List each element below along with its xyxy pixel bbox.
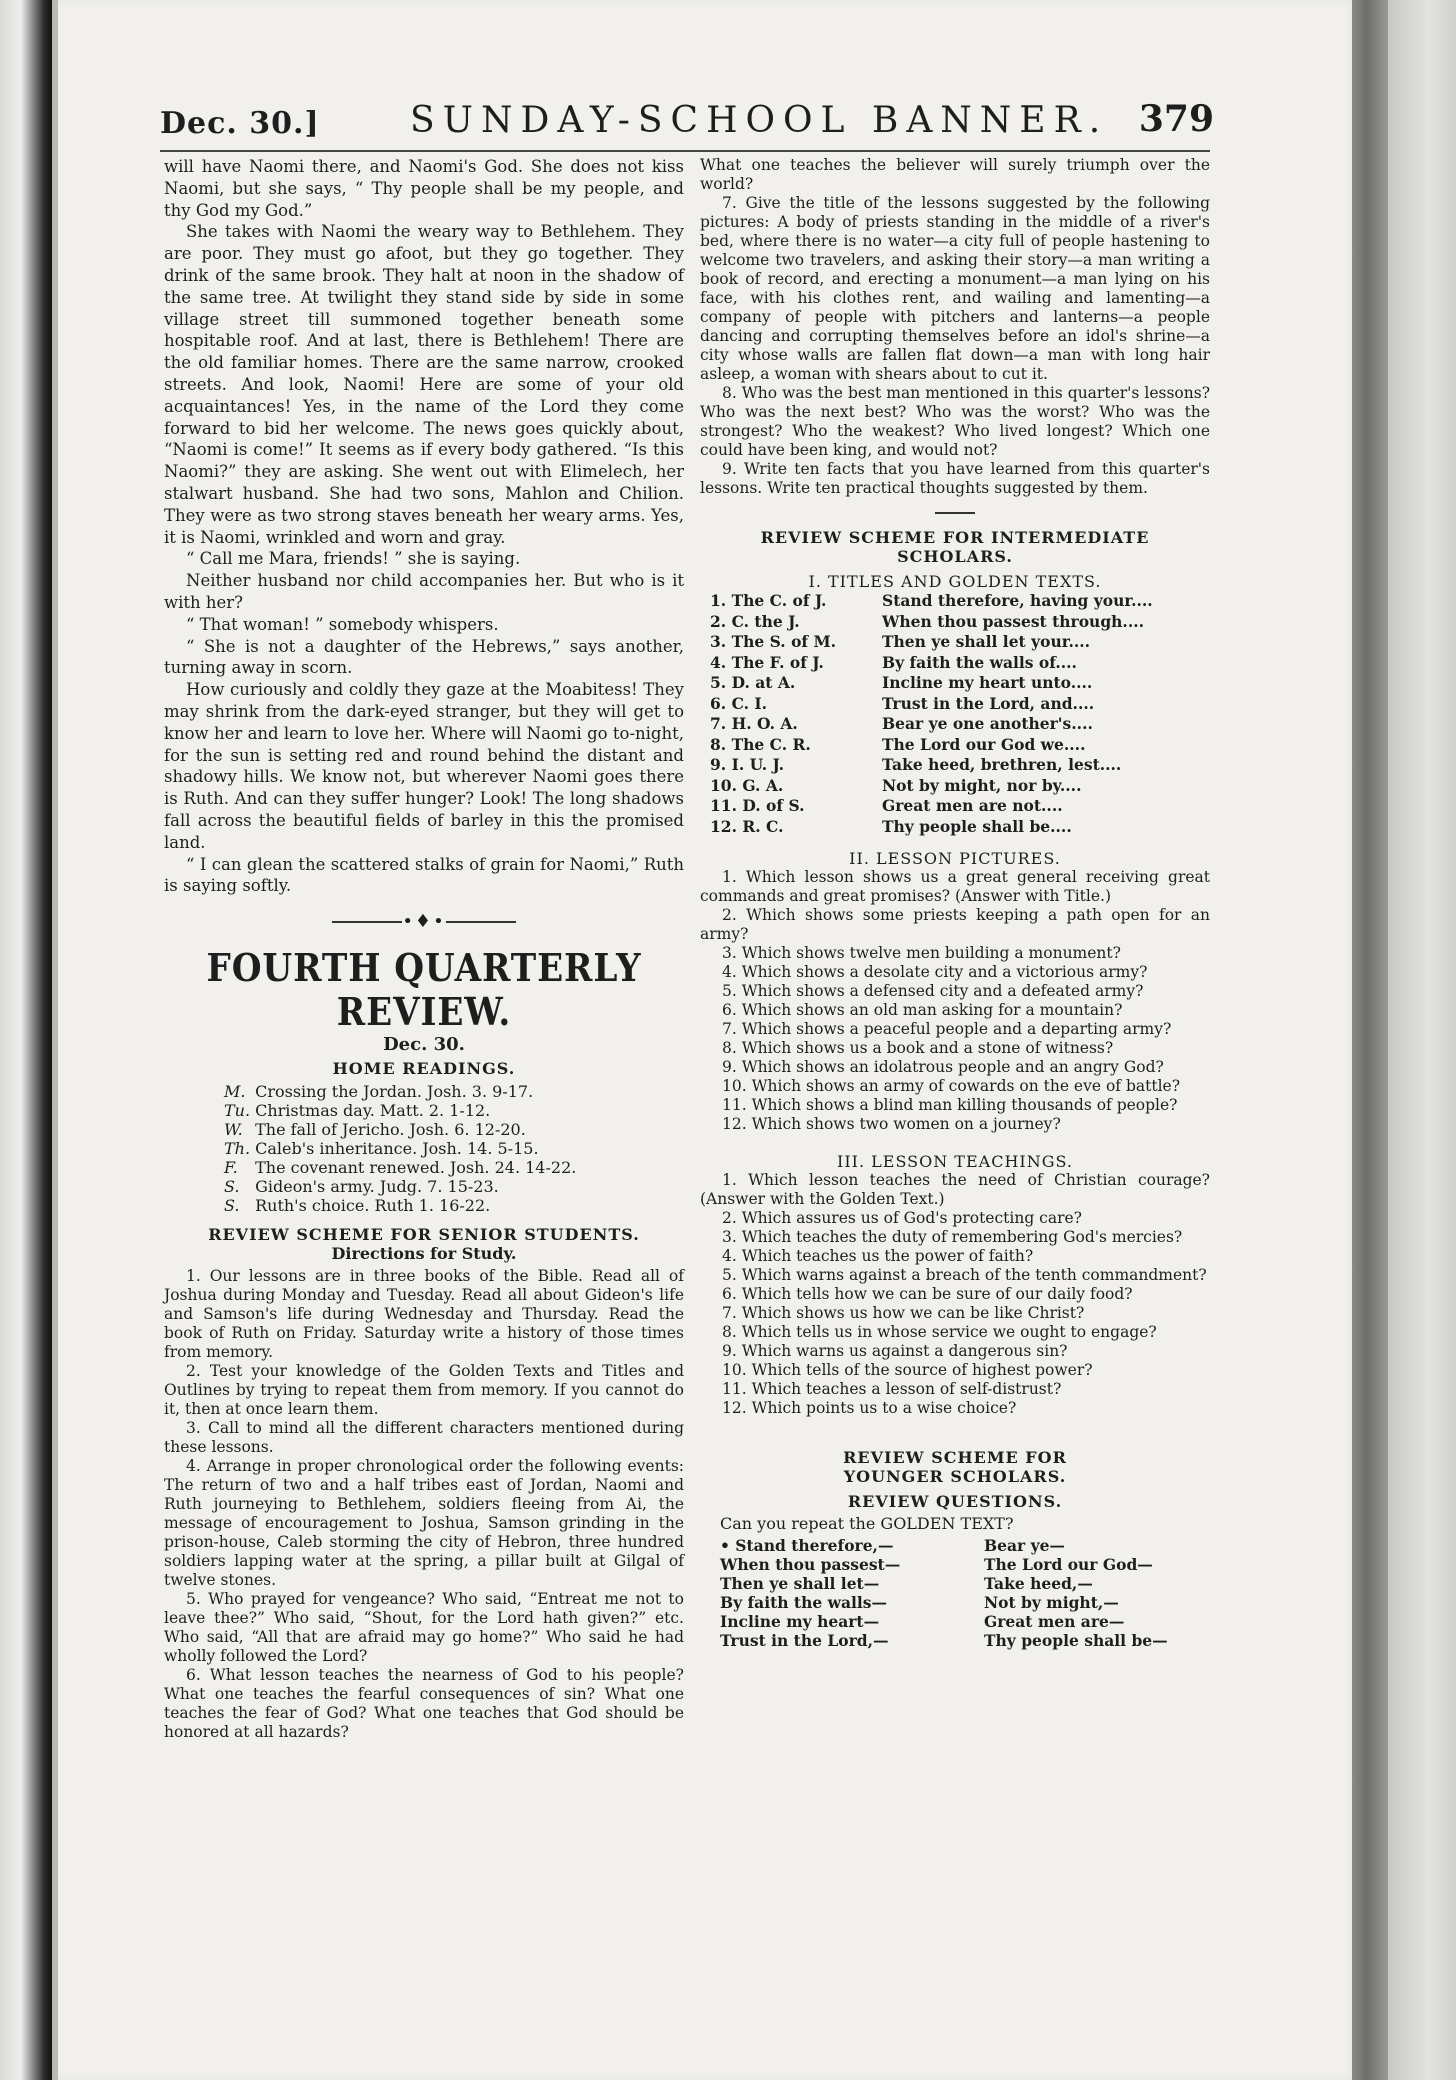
- table-row: Trust in the Lord,— Thy people shall be—: [720, 1631, 1168, 1650]
- left-column: [164, 156, 684, 1742]
- list-item: 8. Who was the best man mentioned in this quarter's lessons? Who was the next best? Who was the worst? Who was the strongest? Who the weakest? Who lived longest? Which one could have been king, and would not?: [700, 384, 1210, 459]
- list-item: 11. Which shows a blind man killing thousands of people?: [722, 1096, 1178, 1114]
- list-item: S. Ruth's choice. Ruth 1. 16-22.: [224, 1196, 491, 1216]
- titles-heading: I. TITLES AND GOLDEN TEXTS.: [808, 572, 1102, 591]
- list-item: 5. Who prayed for vengeance? Who said, “Entreat me not to leave thee?” Who said, “Shout, for the Lord hath given?” etc. Who said, “All that are afraid may go home?” Who said he had wholly followed the Lord?: [164, 1590, 684, 1666]
- table-row: 3. The S. of M. Then ye shall let your....: [710, 632, 1091, 651]
- list-item: 2. Which assures us of God's protecting care?: [722, 1209, 1082, 1227]
- list-item: 10. Which tells of the source of highest power?: [722, 1361, 1093, 1379]
- story-paragraph: will have Naomi there, and Naomi's God. She does not kiss Naomi, but she says, “ Thy people shall be my people, and thy God my God.”: [164, 157, 684, 220]
- story-paragraph: Neither husband nor child accompanies her. But who is it with her?: [164, 571, 684, 612]
- list-item: Th. Caleb's inheritance. Josh. 14. 5-15.: [224, 1139, 539, 1159]
- table-row: Then ye shall let— Take heed,—: [720, 1574, 1093, 1593]
- right-column: [700, 156, 1210, 1650]
- list-item: 3. Which shows twelve men building a monument?: [722, 944, 1121, 962]
- list-item: 9. Write ten facts that you have learned from this quarter's lessons. Write ten practical thoughts suggested by them.: [700, 460, 1210, 497]
- list-item: M. Crossing the Jordan. Josh. 3. 9-17.: [224, 1082, 534, 1102]
- senior-scheme-title: REVIEW SCHEME FOR SENIOR STUDENTS.: [208, 1225, 640, 1245]
- list-item: 9. Which shows an idolatrous people and an angry God?: [722, 1058, 1164, 1076]
- list-item: 7. Which shows us how we can be like Christ?: [722, 1304, 1085, 1322]
- list-item: 11. Which teaches a lesson of self-distrust?: [722, 1380, 1062, 1398]
- list-item: S. Gideon's army. Judg. 7. 15-23.: [224, 1177, 499, 1197]
- pictures-heading: II. LESSON PICTURES.: [849, 849, 1061, 868]
- header-title: SUNDAY-SCHOOL BANNER.: [410, 100, 1109, 141]
- teachings-heading: III. LESSON TEACHINGS.: [837, 1152, 1073, 1171]
- list-item: 10. Which shows an army of cowards on the eve of battle?: [722, 1077, 1181, 1095]
- header-rule: [160, 150, 1210, 152]
- teachings-list: [700, 1171, 1210, 1418]
- table-row: 2. C. the J. When thou passest through....: [710, 611, 1145, 631]
- section-divider: [164, 911, 684, 932]
- list-item: 9. Which warns us against a dangerous sin?: [722, 1342, 1068, 1360]
- list-item: 1. Our lessons are in three books of the Bible. Read all of Joshua during Monday and Tuesday. Read all about Gideon's life and Samson's life during Wednesday and Thursday. Read the book of Ruth on Friday. Saturday write a history of those times from memory.: [164, 1267, 684, 1362]
- list-item: 2. Test your knowledge of the Golden Texts and Titles and Outlines by trying to repeat them from memory. If you cannot do it, then at once learn them.: [164, 1362, 684, 1419]
- left-page-edge: [0, 0, 52, 2080]
- list-item: 4. Which teaches us the power of faith?: [722, 1247, 1034, 1265]
- table-row: Incline my heart— Great men are—: [720, 1612, 1125, 1631]
- list-item: 5. Which warns against a breach of the tenth commandment?: [722, 1266, 1207, 1284]
- table-row: 4. The F. of J. By faith the walls of....: [710, 652, 1077, 672]
- list-item: Tu. Christmas day. Matt. 2. 1-12.: [224, 1101, 491, 1121]
- story-paragraph: “ That woman! ” somebody whispers.: [186, 614, 499, 634]
- list-item: 1. Which lesson shows us a great general receiving great commands and great promises? (Answer with Title.): [700, 868, 1210, 905]
- table-row: 11. D. of S. Great men are not....: [710, 796, 1063, 815]
- younger-scheme-title: REVIEW SCHEME FOR YOUNGER SCHOLARS.: [843, 1448, 1067, 1486]
- section-rule: [935, 512, 975, 514]
- list-item: F. The covenant renewed. Josh. 24. 14-22.: [224, 1158, 577, 1178]
- list-item: 4. Arrange in proper chronological order the following events: The return of two and a half tribes east of Jordan, Naomi and Ruth journeying to Bethlehem, soldiers fleeing from Ai, the message of encouragement to Joshua, Samson grinding in the prison-house, Caleb storming the city of Hebron, three hundred soldiers lapping water at the spring, a pillar built at Gilgal of twelve stones.: [164, 1457, 684, 1590]
- table-row: 10. G. A. Not by might, nor by....: [710, 775, 1082, 795]
- list-item: 7. Which shows a peaceful people and a departing army?: [722, 1020, 1172, 1038]
- table-row: 12. R. C. Thy people shall be....: [710, 816, 1072, 836]
- titles-table: [710, 591, 1153, 837]
- home-readings-list: [224, 1082, 684, 1215]
- review-title: FOURTH QUARTERLY REVIEW.: [206, 945, 642, 1035]
- list-item: 3. Which teaches the duty of remembering God's mercies?: [722, 1228, 1183, 1246]
- senior-directions-continued: [700, 156, 1210, 498]
- list-item: W. The fall of Jericho. Josh. 6. 12-20.: [224, 1120, 526, 1140]
- story-paragraph: “ She is not a daughter of the Hebrews,” says another, turning away in scorn.: [164, 636, 684, 678]
- story-paragraph: “ I can glean the scattered stalks of grain for Naomi,” Ruth is saying softly.: [164, 854, 684, 896]
- golden-text-table: [720, 1536, 1182, 1650]
- table-row: 9. I. U. J. Take heed, brethren, lest....: [710, 755, 1122, 774]
- story-paragraph: “ Call me Mara, friends! ” she is saying.: [186, 549, 521, 569]
- intermediate-scheme-title: REVIEW SCHEME FOR INTERMEDIATE SCHOLARS.: [760, 528, 1150, 566]
- table-row: 5. D. at A. Incline my heart unto....: [710, 673, 1093, 692]
- story-paragraph: She takes with Naomi the weary way to Bethlehem. They are poor. They must go afoot, but they go together. They drink of the same brook. They halt at noon in the shadow of the same tree. At twilight they stand side by side in some village street till summoned together beneath some hospitable roof. And at last, there is Bethlehem! There are the old familiar homes. There are the same narrow, crooked streets. And look, Naomi! Here are some of your old acquaintances! Yes, in the name of the Lord they come forward to bid her welcome. The news goes quickly about, “Naomi is come!” It seems as if every body gathered. “Is this Naomi?” they are asking. She went out with Elimelech, her stalwart husband. She had two sons, Mahlon and Chilion. They were as two strong staves beneath her weary arms. Yes, it is Naomi, wrinkled and worn and gray.: [164, 222, 684, 547]
- list-item: 1. Which lesson teaches the need of Christian courage? (Answer with the Golden Text.): [700, 1171, 1210, 1208]
- page-number: 379: [1138, 98, 1214, 140]
- list-item: 5. Which shows a defensed city and a defeated army?: [722, 982, 1144, 1000]
- header-date: Dec. 30.]: [160, 106, 320, 141]
- divider-ornament: •♦•: [402, 911, 446, 933]
- list-item: 2. Which shows some priests keeping a path open for an army?: [700, 906, 1210, 943]
- list-item: 12. Which shows two women on a journey?: [722, 1115, 1061, 1133]
- list-item: 6. Which tells how we can be sure of our daily food?: [722, 1285, 1133, 1303]
- list-item: 3. Call to mind all the different characters mentioned during these lessons.: [164, 1419, 684, 1457]
- table-row: 8. The C. R. The Lord our God we....: [710, 734, 1086, 754]
- list-item: 4. Which shows a desolate city and a victorious army?: [722, 963, 1148, 981]
- story-paragraph: How curiously and coldly they gaze at the Moabitess! They may shrink from the dark-eyed stranger, but they will get to know her and learn to love her. Where will Naomi go to-night, for the sun is setting red and round behind the distant and shadowy hills. We know not, but wherever Naomi goes there is Ruth. And can they suffer hunger? Look! The long shadows fall across the beautiful fields of barley in this the promised land.: [164, 680, 684, 852]
- younger-prompt: Can you repeat the GOLDEN TEXT?: [720, 1514, 1014, 1533]
- table-row: 1. The C. of J. Stand therefore, having your....: [710, 591, 1153, 610]
- table-row: • Stand therefore,— Bear ye—: [720, 1536, 1065, 1555]
- list-item: 8. Which tells us in whose service we ought to engage?: [722, 1323, 1157, 1341]
- right-page-edge: [1388, 0, 1456, 2080]
- list-item: 8. Which shows us a book and a stone of witness?: [722, 1039, 1114, 1057]
- list-item: 12. Which points us to a wise choice?: [722, 1399, 1017, 1417]
- table-row: By faith the walls— Not by might,—: [720, 1593, 1119, 1612]
- list-item: 6. What lesson teaches the nearness of God to his people? What one teaches the fearful consequences of sin? What one teaches the fear of God? What one teaches that God should be honored at all hazards?: [164, 1666, 684, 1742]
- review-date: Dec. 30.: [383, 1034, 465, 1056]
- table-row: 7. H. O. A. Bear ye one another's....: [710, 714, 1093, 733]
- pictures-list: [700, 868, 1210, 1134]
- table-row: 6. C. I. Trust in the Lord, and....: [710, 693, 1095, 713]
- list-item: 6. Which shows an old man asking for a mountain?: [722, 1001, 1123, 1019]
- younger-scheme-subtitle: REVIEW QUESTIONS.: [847, 1492, 1063, 1511]
- list-item: 7. Give the title of the lessons suggested by the following pictures: A body of priests standing in the middle of a river's bed, where there is no water—a city full of people hastening to welcome two travelers, and asking their story—a man writing a book of record, and erecting a monument—a man lying on his face, with his clothes rent, and wailing and lamenting—a company of people with pitchers and lanterns—a people dancing and corrupting themselves before an idol's shrine—a city whose walls are fallen flat down—a man with long hair asleep, a woman with shears about to cut it.: [700, 194, 1210, 383]
- senior-directions: [164, 1267, 684, 1742]
- running-header: [160, 88, 1214, 148]
- binding-spine: [1352, 0, 1388, 2080]
- home-readings-title: HOME READINGS.: [332, 1059, 516, 1079]
- senior-scheme-subtitle: Directions for Study.: [331, 1244, 517, 1264]
- list-item: What one teaches the believer will surely triumph over the world?: [700, 156, 1210, 193]
- table-row: When thou passest— The Lord our God—: [720, 1555, 1153, 1574]
